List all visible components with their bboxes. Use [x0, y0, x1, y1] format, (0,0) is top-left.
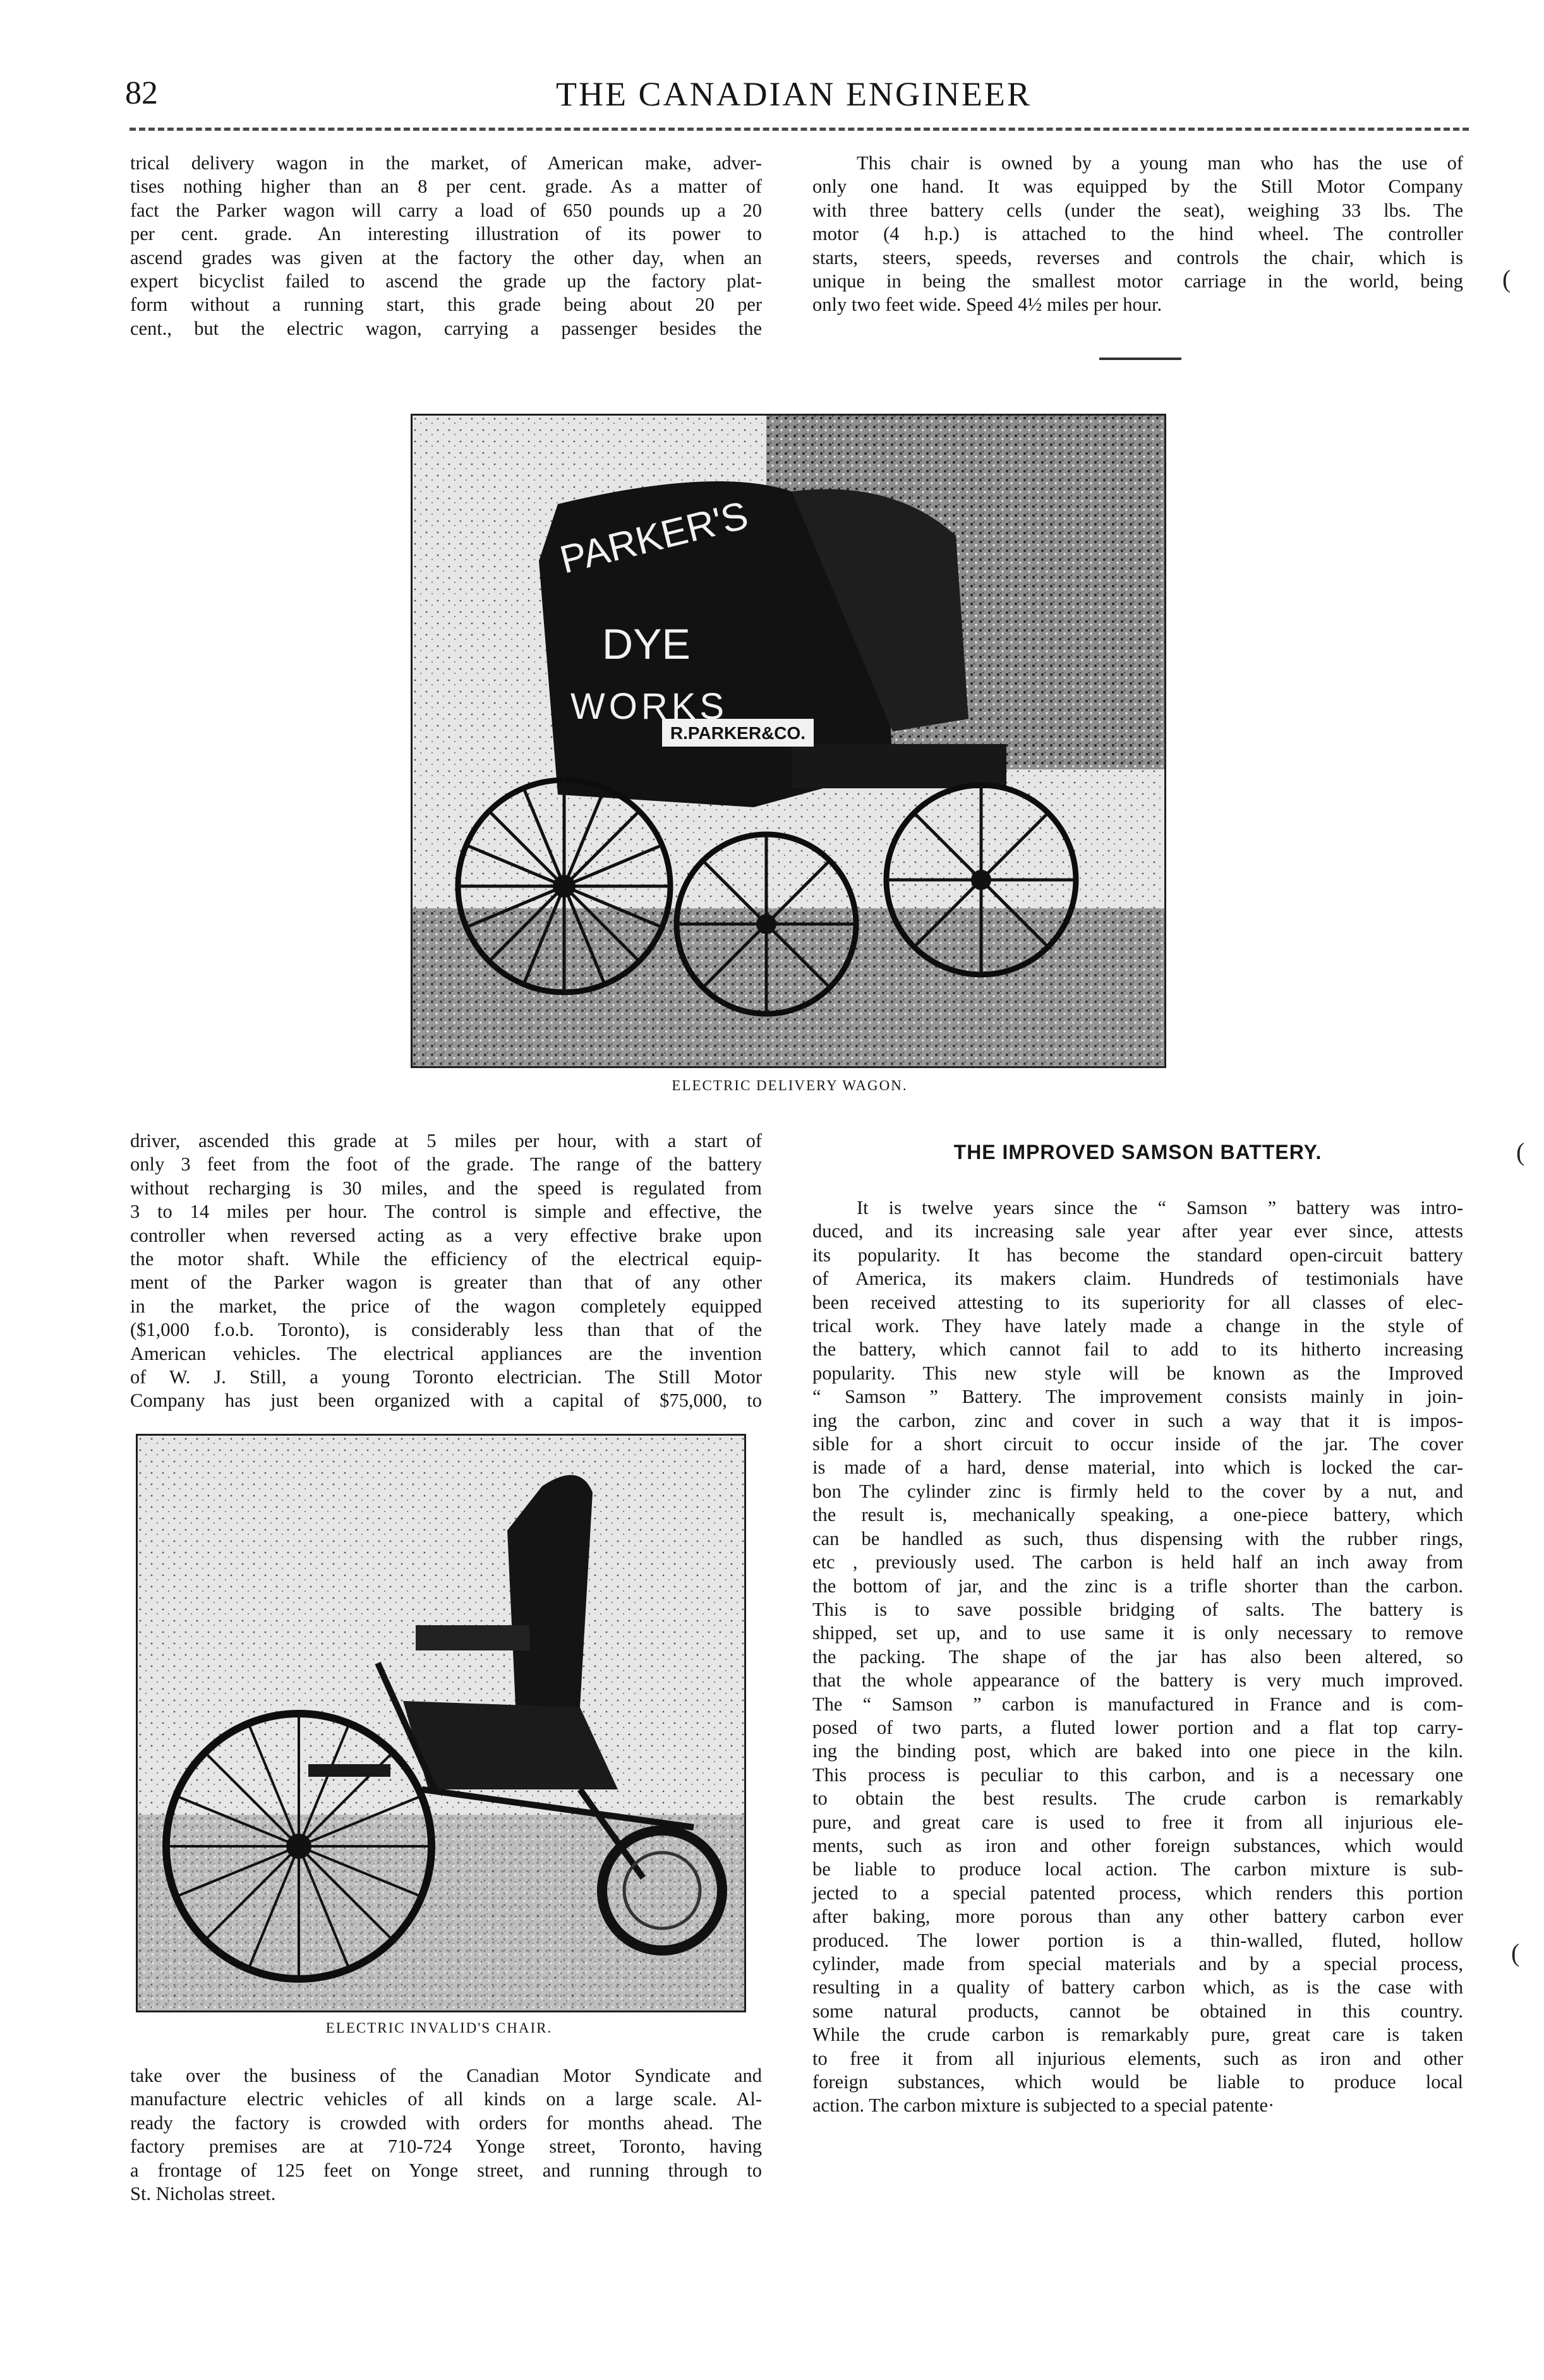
text-line: been received attesting to its superiority for all classes of elec- [812, 1291, 1463, 1313]
text-line: It is twelve years since the “ Samson ” battery was intro- [857, 1197, 1463, 1218]
sign-works: WORKS [570, 686, 728, 727]
text-line: This chair is owned by a young man who has the use of [857, 152, 1463, 174]
text-line: after baking, more porous than any other battery carbon ever [812, 1906, 1463, 1928]
text-line: cylinder, made from special materials and by a special process, [812, 1953, 1463, 1974]
text-line: with three battery cells (under the seat), weighing 33 lbs. The [812, 199, 1463, 221]
text-line: in the market, the price of the wagon completely equipped [130, 1295, 762, 1317]
text-line: take over the business of the Canadian Motor Syndicate and [130, 2065, 762, 2086]
text-line: ing the carbon, zinc and cover in such a way that it is impos- [812, 1409, 1463, 1431]
section-divider [1099, 358, 1181, 360]
text-line: only 3 feet from the foot of the grade. The range of the battery [130, 1153, 762, 1175]
chair-caption: ELECTRIC INVALID'S CHAIR. [325, 2020, 553, 2036]
text-line: factory premises are at 710-724 Yonge street, Toronto, having [130, 2136, 762, 2158]
text-line: driver, ascended this grade at 5 miles per hour, with a start of [130, 1130, 762, 1151]
text-line: cent., but the electric wagon, carrying a passenger besides the [130, 317, 762, 339]
text-line: ment of the Parker wagon is greater than that of any other [130, 1271, 762, 1294]
text-line: the packing. The shape of the jar has also been altered, so [812, 1645, 1463, 1668]
text-line: duced, and its increasing sale year after year ever since, attests [812, 1220, 1463, 1242]
text-line: be liable to produce local action. The carbon mixture is sub- [812, 1858, 1463, 1880]
samson-article-text [812, 1196, 1463, 2118]
text-line: ments, such as iron and other foreign substances, which would [812, 1834, 1463, 1856]
text-line: popularity. This new style will be known as the Improved [812, 1362, 1463, 1384]
text-line: manufacture electric vehicles of all kinds on a large scale. Al- [130, 2088, 762, 2110]
text-line: trical delivery wagon in the market, of American make, adver- [130, 152, 762, 174]
text-line: 3 to 14 miles per hour. The control is simple and effective, the [130, 1201, 762, 1223]
text-line: the battery, which cannot fail to add to its hitherto increasing [812, 1338, 1463, 1361]
sign-dye: DYE [602, 620, 691, 668]
text-line: expert bicyclist failed to ascend the grade up the factory plat- [130, 270, 762, 292]
text-line: some natural products, cannot be obtained in this country. [812, 2000, 1463, 2022]
electric-invalids-chair-photo [136, 1434, 746, 2012]
text-line: its popularity. It has become the standard open-circuit battery [812, 1244, 1463, 1266]
margin-mark: ( [1511, 1938, 1520, 1967]
text-line: shipped, set up, and to use same it is only necessary to remove [812, 1622, 1463, 1644]
text-line: without recharging is 30 miles, and the speed is regulated from [130, 1177, 762, 1199]
text-line: controller when reversed acting as a very effective brake upon [130, 1224, 762, 1246]
text-line: sible for a short circuit to occur inside of the jar. The cover [812, 1433, 1463, 1455]
text-line: Company has just been organized with a capital of $75,000, to [130, 1390, 762, 1412]
text-line: motor (4 h.p.) is attached to the hind wheel. The controller [812, 223, 1463, 245]
text-line: of W. J. Still, a young Toronto electrician. The Still Motor [130, 1366, 762, 1388]
text-line: St. Nicholas street. [130, 2183, 276, 2205]
text-line: ready the factory is crowded with orders for months ahead. The [130, 2112, 762, 2134]
text-line: posed of two parts, a fluted lower portion and a flat top carry- [812, 1716, 1463, 1738]
right-column-top-text [812, 152, 1463, 317]
electric-delivery-wagon-photo [411, 414, 1166, 1068]
text-line: action. The carbon mixture is subjected to a special patente· [812, 2095, 1275, 2117]
text-line: a frontage of 125 feet on Yonge street, and running through to [130, 2159, 762, 2181]
text-line: starts, steers, speeds, reverses and controls the chair, which is [812, 246, 1463, 268]
sign-plate: R.PARKER&CO. [670, 723, 806, 743]
text-line: jected to a special patented process, which renders this portion [812, 1882, 1463, 1904]
text-line: trical work. They have lately made a change in the style of [812, 1315, 1463, 1337]
text-line: bon The cylinder zinc is firmly held to the cover by a nut, and [812, 1480, 1463, 1502]
text-line lastline: only two feet wide. Speed 4½ miles per hour. [812, 294, 1162, 316]
text-line: foreign substances, which would be liable to produce local [812, 2071, 1463, 2093]
text-line: the motor shaft. While the efficiency of the electrical equip- [130, 1248, 762, 1270]
text-line: form without a running start, this grade being about 20 per [130, 294, 762, 316]
text-line: unique in being the smallest motor carriage in the world, being [812, 270, 1463, 292]
article-heading: THE IMPROVED SAMSON BATTERY. [953, 1141, 1322, 1163]
text-line: This process is peculiar to this carbon, and is a necessary one [812, 1764, 1463, 1786]
text-line: can be handled as such, thus dispensing with the rubber rings, [812, 1527, 1463, 1549]
text-line: per cent. grade. An interesting illustration of its power to [130, 223, 762, 245]
text-line: the result is, mechanically speaking, a one-piece battery, which [812, 1504, 1463, 1526]
text-line: is made of a hard, dense material, into which is locked the car- [812, 1457, 1463, 1479]
text-line: This is to save possible bridging of salts. The battery is [812, 1598, 1463, 1620]
text-line: that the whole appearance of the battery is very much improved. [812, 1669, 1463, 1692]
left-column-top-text [130, 152, 762, 340]
left-column-bottom-text [130, 2064, 762, 2206]
left-column-middle-text [130, 1129, 762, 1413]
text-line: pure, and great care is used to free it from all injurious ele- [812, 1811, 1463, 1833]
text-line: only one hand. It was equipped by the Still Motor Company [812, 176, 1463, 198]
text-line: While the crude carbon is remarkably pure, great care is taken [812, 2024, 1463, 2046]
text-line: ing the binding post, which are baked into one piece in the kiln. [812, 1740, 1463, 1762]
text-line: of America, its makers claim. Hundreds of testimonials have [812, 1268, 1463, 1290]
text-line: etc , previously used. The carbon is held half an inch away from [812, 1551, 1463, 1573]
text-line: the bottom of jar, and the zinc is a trifle shorter than the carbon. [812, 1575, 1463, 1597]
text-line: American vehicles. The electrical appliances are the invention [130, 1342, 762, 1364]
text-line: to free it from all injurious elements, such as iron and other [812, 2047, 1463, 2069]
text-line: produced. The lower portion is a thin-walled, fluted, hollow [812, 1929, 1463, 1951]
text-line: tises nothing higher than an 8 per cent. grade. As a matter of [130, 176, 762, 198]
text-line: to obtain the best results. The crude carbon is remarkably [812, 1788, 1463, 1810]
text-line: resulting in a quality of battery carbon which, as is the case with [812, 1976, 1463, 1998]
text-line: fact the Parker wagon will carry a load of 650 pounds up a 20 [130, 199, 762, 221]
margin-mark: ( [1516, 1138, 1525, 1166]
page-number: 82 [125, 75, 158, 111]
header-rule [130, 128, 1469, 131]
text-line: The “ Samson ” carbon is manufactured in France and is com- [812, 1693, 1463, 1715]
wagon-caption: ELECTRIC DELIVERY WAGON. [672, 1078, 908, 1093]
text-line: ($1,000 f.o.b. Toronto), is considerably less than that of the [130, 1319, 762, 1341]
journal-title: THE CANADIAN ENGINEER [556, 75, 1032, 113]
margin-mark: ( [1502, 265, 1511, 293]
text-line: “ Samson ” Battery. The improvement consists mainly in join- [812, 1386, 1463, 1408]
text-line: ascend grades was given at the factory the other day, when an [130, 246, 762, 268]
sign-parkers: PARKER'S [555, 493, 752, 582]
